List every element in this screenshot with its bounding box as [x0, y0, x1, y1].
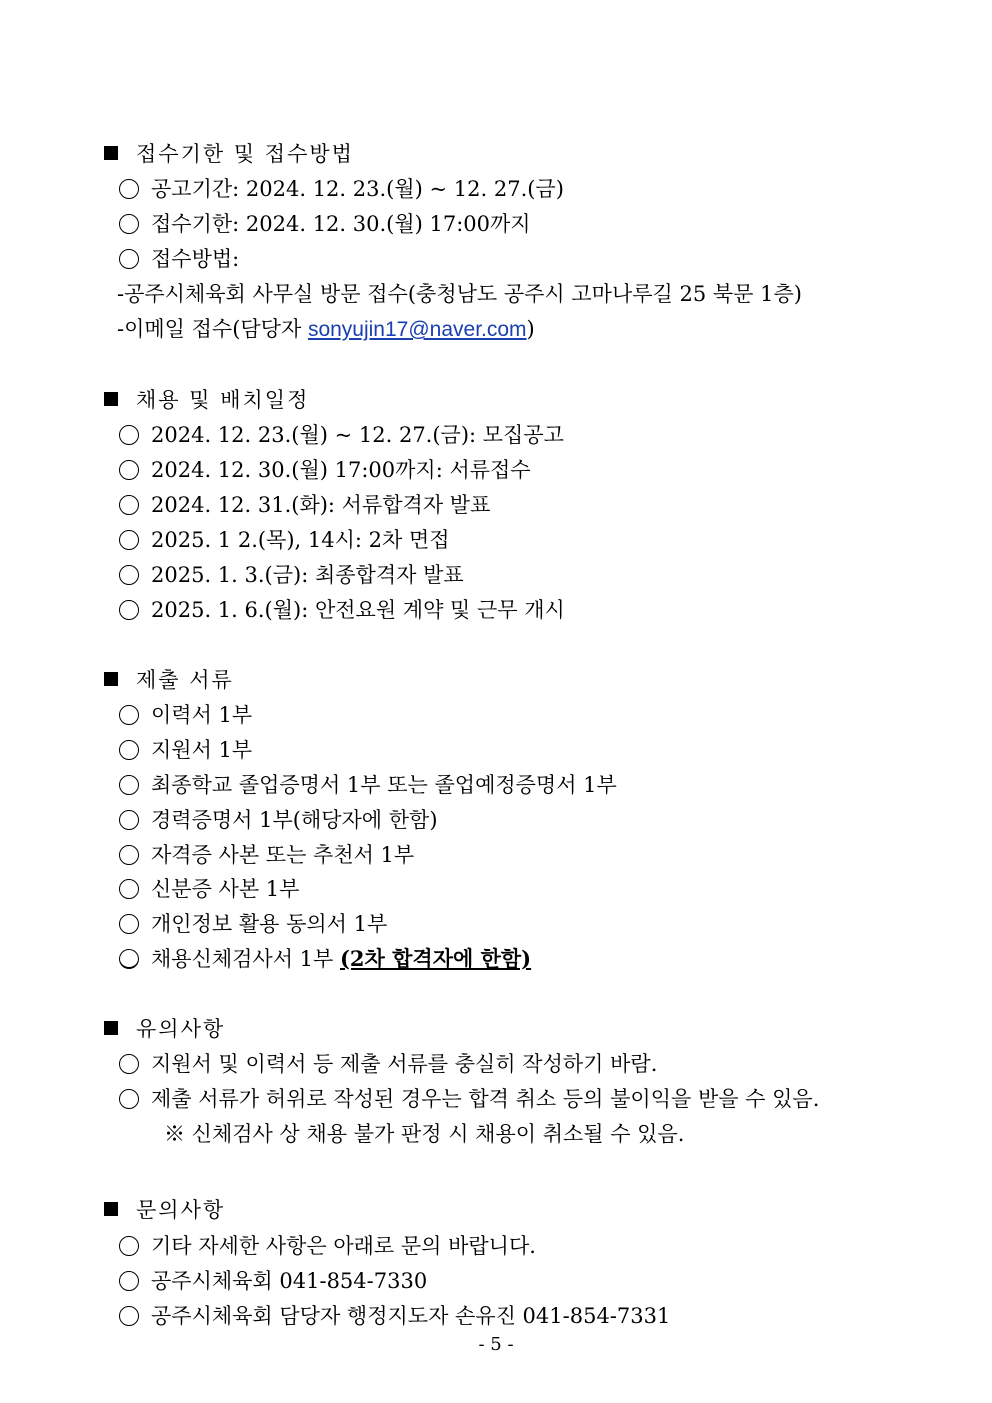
heading-text: 접수기한 및 접수방법 — [136, 142, 354, 166]
item-text: 접수방법: — [151, 247, 240, 271]
list-item — [119, 945, 531, 975]
email-prefix: -이메일 접수(담당자 — [117, 317, 308, 341]
circle-bullet-icon — [119, 1054, 139, 1074]
heading-text: 유의사항 — [136, 1017, 226, 1041]
section-heading-inquiry — [104, 1196, 225, 1226]
circle-bullet-icon — [119, 1306, 139, 1326]
list-item — [119, 526, 450, 556]
heading-text: 문의사항 — [136, 1198, 226, 1222]
circle-bullet-icon — [119, 845, 139, 865]
item-text: 2024. 12. 23.(월) ~ 12. 27.(금): 모집공고 — [151, 423, 564, 447]
list-item — [119, 1302, 670, 1332]
list-item — [119, 561, 464, 591]
list-item — [119, 910, 387, 940]
list-item — [119, 1232, 536, 1262]
item-text: 공주시체육회 담당자 행정지도자 손유진 041-854-7331 — [151, 1304, 671, 1328]
item-text: 기타 자세한 사항은 아래로 문의 바랍니다. — [151, 1234, 536, 1258]
list-item — [119, 210, 531, 240]
circle-bullet-icon — [119, 914, 139, 934]
item-text: 공주시체육회 041-854-7330 — [151, 1269, 428, 1293]
circle-bullet-icon — [119, 1271, 139, 1291]
item-text: 2024. 12. 31.(화): 서류합격자 발표 — [151, 493, 491, 517]
sub-item-visit: -공주시체육회 사무실 방문 접수(충청남도 공주시 고마나루길 25 북문 1층) — [117, 282, 802, 306]
circle-bullet-icon — [119, 425, 139, 445]
circle-bullet-icon — [119, 460, 139, 480]
list-item — [119, 875, 299, 905]
square-bullet-icon — [104, 1021, 118, 1035]
item-text: 2025. 1 2.(목), 14시: 2차 면접 — [151, 528, 450, 552]
item-text: 자격증 사본 또는 추천서 1부 — [151, 843, 415, 867]
item-text: 접수기한: 2024. 12. 30.(월) 17:00까지 — [151, 212, 531, 236]
circle-bullet-icon — [119, 879, 139, 899]
list-item — [119, 175, 564, 205]
square-bullet-icon — [104, 146, 118, 160]
item-text: 경력증명서 1부(해당자에 한함) — [151, 808, 438, 832]
list-item — [119, 421, 564, 451]
item-text: 신분증 사본 1부 — [151, 877, 300, 901]
square-bullet-icon — [104, 1202, 118, 1216]
section-heading-notes — [104, 1015, 225, 1045]
item-text: 2025. 1. 6.(월): 안전요원 계약 및 근무 개시 — [151, 598, 565, 622]
list-item — [119, 456, 531, 486]
heading-text: 제출 서류 — [136, 668, 234, 692]
list-item — [119, 736, 252, 766]
item-text: 2024. 12. 30.(월) 17:00까지: 서류접수 — [151, 458, 531, 482]
section-heading-schedule — [104, 386, 309, 416]
list-item — [119, 841, 414, 871]
email-suffix: ) — [526, 317, 535, 341]
circle-bullet-icon — [119, 530, 139, 550]
circle-bullet-icon — [119, 705, 139, 725]
sub-item-email — [117, 315, 535, 345]
note-text: ※ 신체검사 상 채용 불가 판정 시 채용이 취소될 수 있음. — [164, 1122, 685, 1146]
heading-text: 채용 및 배치일정 — [136, 388, 310, 412]
email-link[interactable]: sonyujin17@naver.com — [307, 318, 527, 341]
circle-bullet-icon — [119, 495, 139, 515]
list-item — [119, 491, 490, 521]
circle-bullet-icon — [119, 740, 139, 760]
circle-bullet-icon — [119, 949, 139, 969]
list-item — [119, 245, 239, 275]
list-item — [119, 1050, 657, 1080]
item-text: 제출 서류가 허위로 작성된 경우는 합격 취소 등의 불이익을 받을 수 있음. — [151, 1087, 820, 1111]
circle-bullet-icon — [119, 179, 139, 199]
section-heading-documents — [104, 666, 234, 696]
circle-bullet-icon — [119, 249, 139, 269]
item-text: 지원서 및 이력서 등 제출 서류를 충실히 작성하기 바람. — [151, 1052, 658, 1076]
item-text: 이력서 1부 — [151, 703, 253, 727]
item-text: 공고기간: 2024. 12. 23.(월) ~ 12. 27.(금) — [151, 177, 564, 201]
list-item — [119, 596, 565, 626]
list-item — [119, 1267, 427, 1297]
circle-bullet-icon — [119, 1236, 139, 1256]
item-text: 최종학교 졸업증명서 1부 또는 졸업예정증명서 1부 — [151, 773, 617, 797]
list-item — [119, 1085, 819, 1115]
section-heading-application — [104, 140, 354, 170]
square-bullet-icon — [104, 392, 118, 406]
list-item — [119, 806, 438, 836]
item-text: 채용신체검사서 1부 — [151, 947, 340, 971]
circle-bullet-icon — [119, 810, 139, 830]
square-bullet-icon — [104, 672, 118, 686]
item-text: 2025. 1. 3.(금): 최종합격자 발표 — [151, 563, 464, 587]
item-text: 개인정보 활용 동의서 1부 — [151, 912, 388, 936]
list-item — [119, 771, 617, 801]
item-text: 지원서 1부 — [151, 738, 253, 762]
item-emphasis: (2차 합격자에 한함) — [340, 946, 532, 971]
page-number: - 5 - — [478, 1334, 514, 1355]
circle-bullet-icon — [119, 600, 139, 620]
circle-bullet-icon — [119, 775, 139, 795]
circle-bullet-icon — [119, 565, 139, 585]
circle-bullet-icon — [119, 1089, 139, 1109]
circle-bullet-icon — [119, 214, 139, 234]
list-item — [119, 701, 252, 731]
